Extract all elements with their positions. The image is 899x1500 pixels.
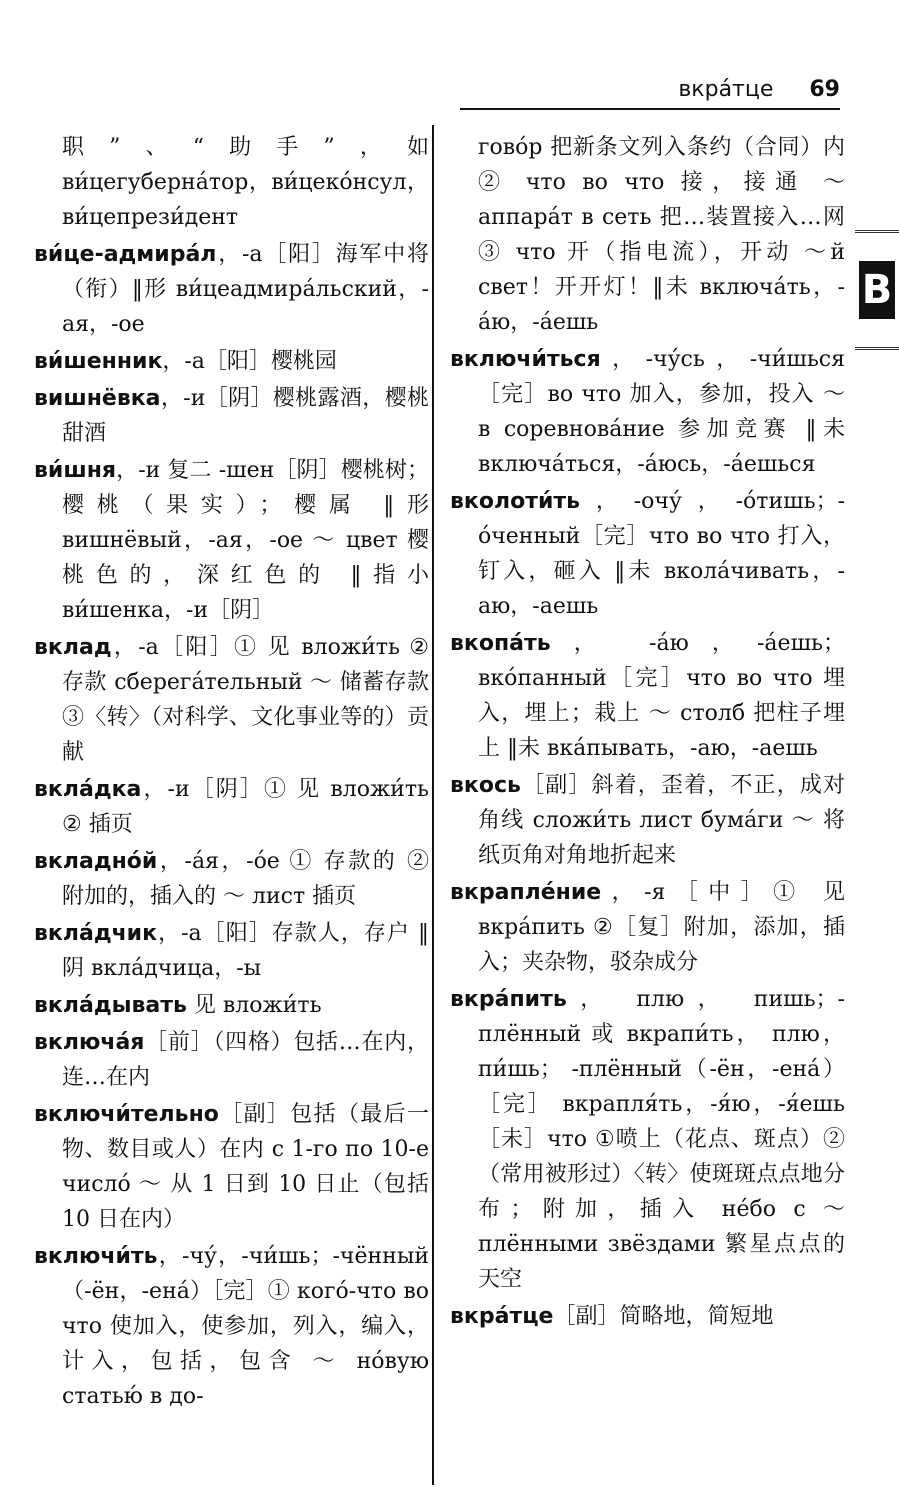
entry-headword: включа́я: [34, 1030, 145, 1055]
right-column: [450, 130, 845, 1490]
entry-definition: ，-а́я，-о́е ① 存款的 ② 附加的，插入的 ～ лист 插页: [62, 849, 429, 909]
entry-definition: ［副］斜着，歪着，不正，成对角线 сложи́ть лист бума́ги ～ 将纸页角对角地折起来: [478, 773, 845, 868]
entry-definition: ，-и［阴］樱桃露酒，樱桃甜酒: [62, 386, 429, 446]
entry-definition: ，-и 复二 -шен［阴］樱桃树；樱桃（果实）；樱属 ‖形 вишнёвый，-ая，-ое ～ цвет 樱桃色的，深红色的 ‖指小 ви́шенка，-и［阴］: [62, 458, 429, 623]
entry-definition: ，-а［阳］① 见 вложи́ть ② 存款 сберега́тельный ～ 储蓄存款 ③〈转〉（对科学、文化事业等的）贡献: [62, 635, 429, 765]
entry-headword: вишнёвка: [34, 386, 161, 411]
dictionary-entry: [34, 1025, 429, 1095]
dictionary-entry: [450, 484, 845, 624]
entry-definition: ，-чу́сь，-чи́шься［完］во что 加入，参加，投入 ～ в соревнова́ние 参加竞赛 ‖未 включа́ться，-а́юсь，-а́ешься: [478, 347, 845, 477]
entry-headword: вкладно́й: [34, 849, 158, 874]
dictionary-entry: [34, 772, 429, 842]
running-head-word: вкра́тце: [678, 77, 774, 102]
dictionary-entry: [450, 875, 845, 980]
page-number: 69: [809, 77, 840, 102]
dictionary-entry: [34, 130, 429, 235]
entry-headword: вкра́пить: [450, 987, 567, 1012]
entry-definition: ，-чу́，-чи́шь；-чённый（-ён，-ена́）［完］① кого́-что во что 使加入，使参加，列入，编入，计入，包括，包含 ～ но́вую статью́ в до-: [62, 1244, 429, 1409]
dictionary-entry: [34, 1097, 429, 1237]
entry-headword: вкопа́ть: [450, 631, 551, 656]
entry-definition: гово́р 把新条文列入条约（合同）内 ② что во что 接，接通 ～ аппара́т в сеть 把…装置接入…网 ③ что 开（指电流），开动 ～й свет！开开灯！‖未 включа́ть，-а́ю，-а́ешь: [478, 135, 845, 335]
entry-definition: ，-очу́，-о́тишь；-о́ченный［完］что во что 打入，钉入，砸入 ‖未 вкола́чивать，-аю，-аешь: [478, 489, 845, 619]
dictionary-entry: [34, 916, 429, 986]
entry-headword: вкра́тце: [450, 1304, 554, 1329]
dictionary-entry: [34, 344, 429, 379]
dictionary-entry: [450, 1299, 845, 1334]
entry-headword: вкла́дывать: [34, 993, 187, 1018]
page-header: [460, 70, 840, 110]
dictionary-entry: [34, 453, 429, 628]
entry-definition: ， -а́ю，-а́ешь；вко́панный［完］что во что 埋入，埋上；栽上 ～ столб 把柱子埋上 ‖未 вка́пывать，-аю，-аешь: [478, 631, 845, 761]
entry-definition: ，-а［阳］海军中将（衔）‖形 ви́цеадмира́льский，-ая，-ое: [62, 242, 429, 337]
dictionary-entry: [450, 626, 845, 766]
dictionary-entry: [450, 130, 845, 340]
entry-headword: вколоти́ть: [450, 489, 581, 514]
entry-definition: ，-и［阴］① 见 вложи́ть ② 插页: [62, 777, 429, 837]
left-column: [34, 130, 429, 1490]
entry-definition: ［副］简略地，简短地: [553, 1304, 774, 1329]
entry-headword: вклад: [34, 635, 112, 660]
dictionary-entry: [34, 1239, 429, 1414]
entry-definition: 见 вложи́ть: [186, 993, 322, 1018]
dictionary-entry: [34, 988, 429, 1023]
entry-headword: вкрапле́ние: [450, 880, 602, 905]
dictionary-entry: [34, 237, 429, 342]
dictionary-entry: [450, 982, 845, 1297]
entry-definition: 职”、“助手”，如 ви́цегуберна́тор，ви́цеко́нсул， ви́цепрези́дент: [62, 135, 429, 230]
entry-headword: ви́шня: [34, 458, 117, 483]
entry-definition: ，-а［阳］存款人，存户 ‖阴 вкла́дчица，-ы: [62, 921, 429, 981]
dictionary-entry: [34, 381, 429, 451]
entry-headword: ви́це-адмира́л: [34, 242, 217, 267]
thumb-index-tab: [855, 230, 899, 350]
entry-definition: ［前］（四格）包括…在内，连…在内: [62, 1030, 429, 1090]
entry-headword: ви́шенник: [34, 349, 163, 374]
entry-headword: вкла́дка: [34, 777, 142, 802]
entry-definition: ， плю， пишь；-плённый 或 вкрапи́ть， плю， пи́шь； -плённый（-ён，-ена́）［完］ вкрапля́ть，-я́ю，-я́ешь［未］что ①喷上（花点、斑点）②（常用被形过）〈转〉使斑斑点点地分布；附加，插入 не́бо с ～ плёнными звёздами 繁星点点的天空: [478, 987, 845, 1292]
entry-definition: ，-я［中］① 见 вкра́пить ②［复］附加，添加，插入；夹杂物，驳杂成分: [478, 880, 845, 975]
entry-headword: включи́ться: [450, 347, 601, 372]
dictionary-entry: [450, 768, 845, 873]
thumb-index-letter: В: [859, 261, 895, 319]
entry-headword: вкла́дчик: [34, 921, 158, 946]
entry-definition: ［副］包括（最后一物、数目或人）在内 с 1-го по 10-е число́ ～ 从 1 日到 10 日止（包括 10 日在内）: [62, 1102, 429, 1232]
entry-definition: ，-а［阳］樱桃园: [162, 349, 337, 374]
column-divider: [432, 125, 434, 1485]
dictionary-entry: [450, 342, 845, 482]
entry-headword: включи́ть: [34, 1244, 158, 1269]
dictionary-entry: [34, 844, 429, 914]
entry-headword: вкось: [450, 773, 521, 798]
dictionary-entry: [34, 630, 429, 770]
entry-headword: включи́тельно: [34, 1102, 219, 1127]
